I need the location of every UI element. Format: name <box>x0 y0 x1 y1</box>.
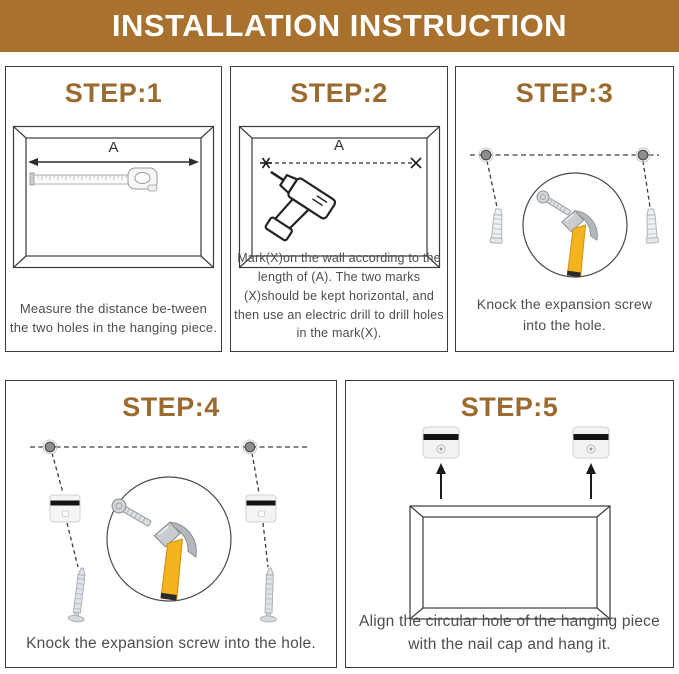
up-arrow-icon <box>436 463 446 499</box>
step1-title: STEP:1 <box>64 78 163 108</box>
step4-title: STEP:4 <box>122 392 220 422</box>
expansion-screw-icon <box>490 209 504 244</box>
long-screw-icon <box>68 567 90 623</box>
drill-hole-dot <box>243 440 257 454</box>
measure-arrow-icon <box>28 158 199 166</box>
step1-panel <box>5 66 222 352</box>
long-screw-icon <box>260 568 278 623</box>
tape-measure-icon <box>30 168 157 191</box>
hanging-clip-icon <box>423 427 459 458</box>
mark-x-icon <box>411 158 421 168</box>
step2-panel <box>230 66 448 352</box>
page-title: INSTALLATION INSTRUCTION <box>111 8 568 43</box>
picture-frame-icon <box>14 127 214 268</box>
mark-x-icon <box>260 158 272 168</box>
step3-illustration <box>456 119 673 315</box>
drill-icon <box>245 163 337 252</box>
dimension-label-a: A <box>108 139 119 156</box>
picture-frame-icon <box>410 506 610 619</box>
step2-title: STEP:2 <box>290 78 388 108</box>
step3-caption: Knock the expansion screw into the hole. <box>476 296 653 333</box>
hanging-clip-icon <box>50 495 80 522</box>
step4-caption: Knock the expansion screw into the hole. <box>26 634 316 652</box>
expansion-screw-icon <box>645 209 659 244</box>
drill-hole-dot <box>636 148 650 162</box>
step3-panel <box>455 66 674 352</box>
step1-illustration <box>12 125 215 269</box>
step5-title: STEP:5 <box>460 392 559 422</box>
step4-panel <box>5 380 337 668</box>
hanging-clip-icon <box>246 495 276 522</box>
step4-illustration <box>6 429 336 637</box>
step5-caption: Align the circular hole of the hanging piece with the nail cap and hang it. <box>359 613 660 653</box>
drill-hole-dot <box>479 148 493 162</box>
step2-caption: Mark(X)on the wall according to the length of (A). The two marks (X)should be kept horizontal, and then use an electric drill to drill holes in the mark(X). <box>234 251 444 341</box>
header-banner <box>0 0 679 52</box>
step5-panel <box>345 380 674 668</box>
up-arrow-icon <box>586 463 596 499</box>
drill-hole-dot <box>43 440 57 454</box>
dimension-label-a: A <box>333 137 344 154</box>
hanging-clip-icon <box>573 427 609 458</box>
picture-frame-icon <box>240 127 440 268</box>
step1-caption: Measure the distance be-tween the two holes in the hanging piece. <box>9 301 218 336</box>
step3-title: STEP:3 <box>515 78 614 108</box>
step5-illustration <box>346 421 673 621</box>
